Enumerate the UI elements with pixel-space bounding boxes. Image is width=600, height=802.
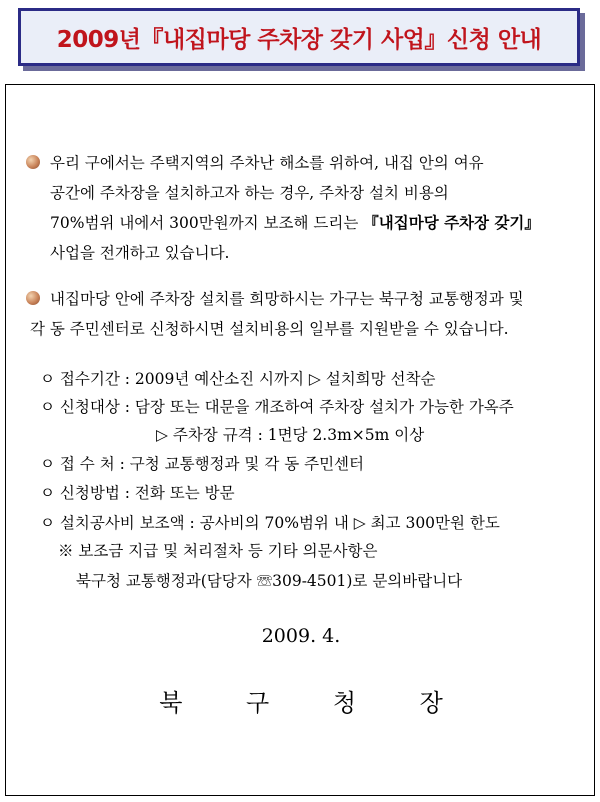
item-eligibility: ㅇ 신청대상 : 담장 또는 대문을 개조하여 주차장 설치가 가능한 가옥주 (40, 398, 514, 416)
item-subsidy: ㅇ 설치공사비 보조액 : 공사비의 70%범위 내 ▷ 최고 300만원 한도 (40, 514, 500, 532)
bullet-icon (26, 291, 40, 305)
para1-line1: 우리 구에서는 주택지역의 주차난 해소를 위하여, 내집 안의 여유 (50, 154, 484, 172)
issue-date: 2009. 4. (261, 625, 341, 647)
note-line2: 북구청 교통행정과(담당자 ☏309-4501)로 문의바랍니다 (76, 572, 463, 590)
note-line1: ※ 보조금 지급 및 처리절차 등 기타 의문사항은 (58, 542, 378, 560)
para1-line4: 사업을 전개하고 있습니다. (50, 244, 230, 262)
title-banner (18, 8, 580, 66)
item-reception: ㅇ 접 수 처 : 구청 교통행정과 및 각 동 주민센터 (40, 455, 365, 473)
para1-line3-text: 70%범위 내에서 300만원까지 보조해 드리는 (50, 214, 364, 232)
para1-line3 (50, 211, 540, 233)
program-name: 『내집마당 주차장 갖기』 (363, 213, 540, 232)
para1-line2: 공간에 주차장을 설치하고자 하는 경우, 주차장 설치 비용의 (50, 184, 449, 202)
signature: 북 구 청 장 (159, 689, 471, 717)
item-application-period: ㅇ 접수기간 : 2009년 예산소진 시까지 ▷ 설치희망 선착순 (40, 370, 436, 388)
item-method: ㅇ 신청방법 : 전화 또는 방문 (40, 484, 235, 502)
para2-line1: 내집마당 안에 주차장 설치를 희망하시는 가구는 북구청 교통행정과 및 (50, 290, 524, 308)
notice-body (5, 84, 595, 796)
bullet-icon (26, 155, 40, 169)
page-title: 2009년『내집마당 주차장 갖기 사업』신청 안내 (56, 26, 542, 53)
para2-line2: 각 동 주민센터로 신청하시면 설치비용의 일부를 지원받을 수 있습니다. (30, 320, 509, 338)
item-parking-size: ▷ 주차장 규격 : 1면당 2.3m×5m 이상 (156, 426, 425, 444)
